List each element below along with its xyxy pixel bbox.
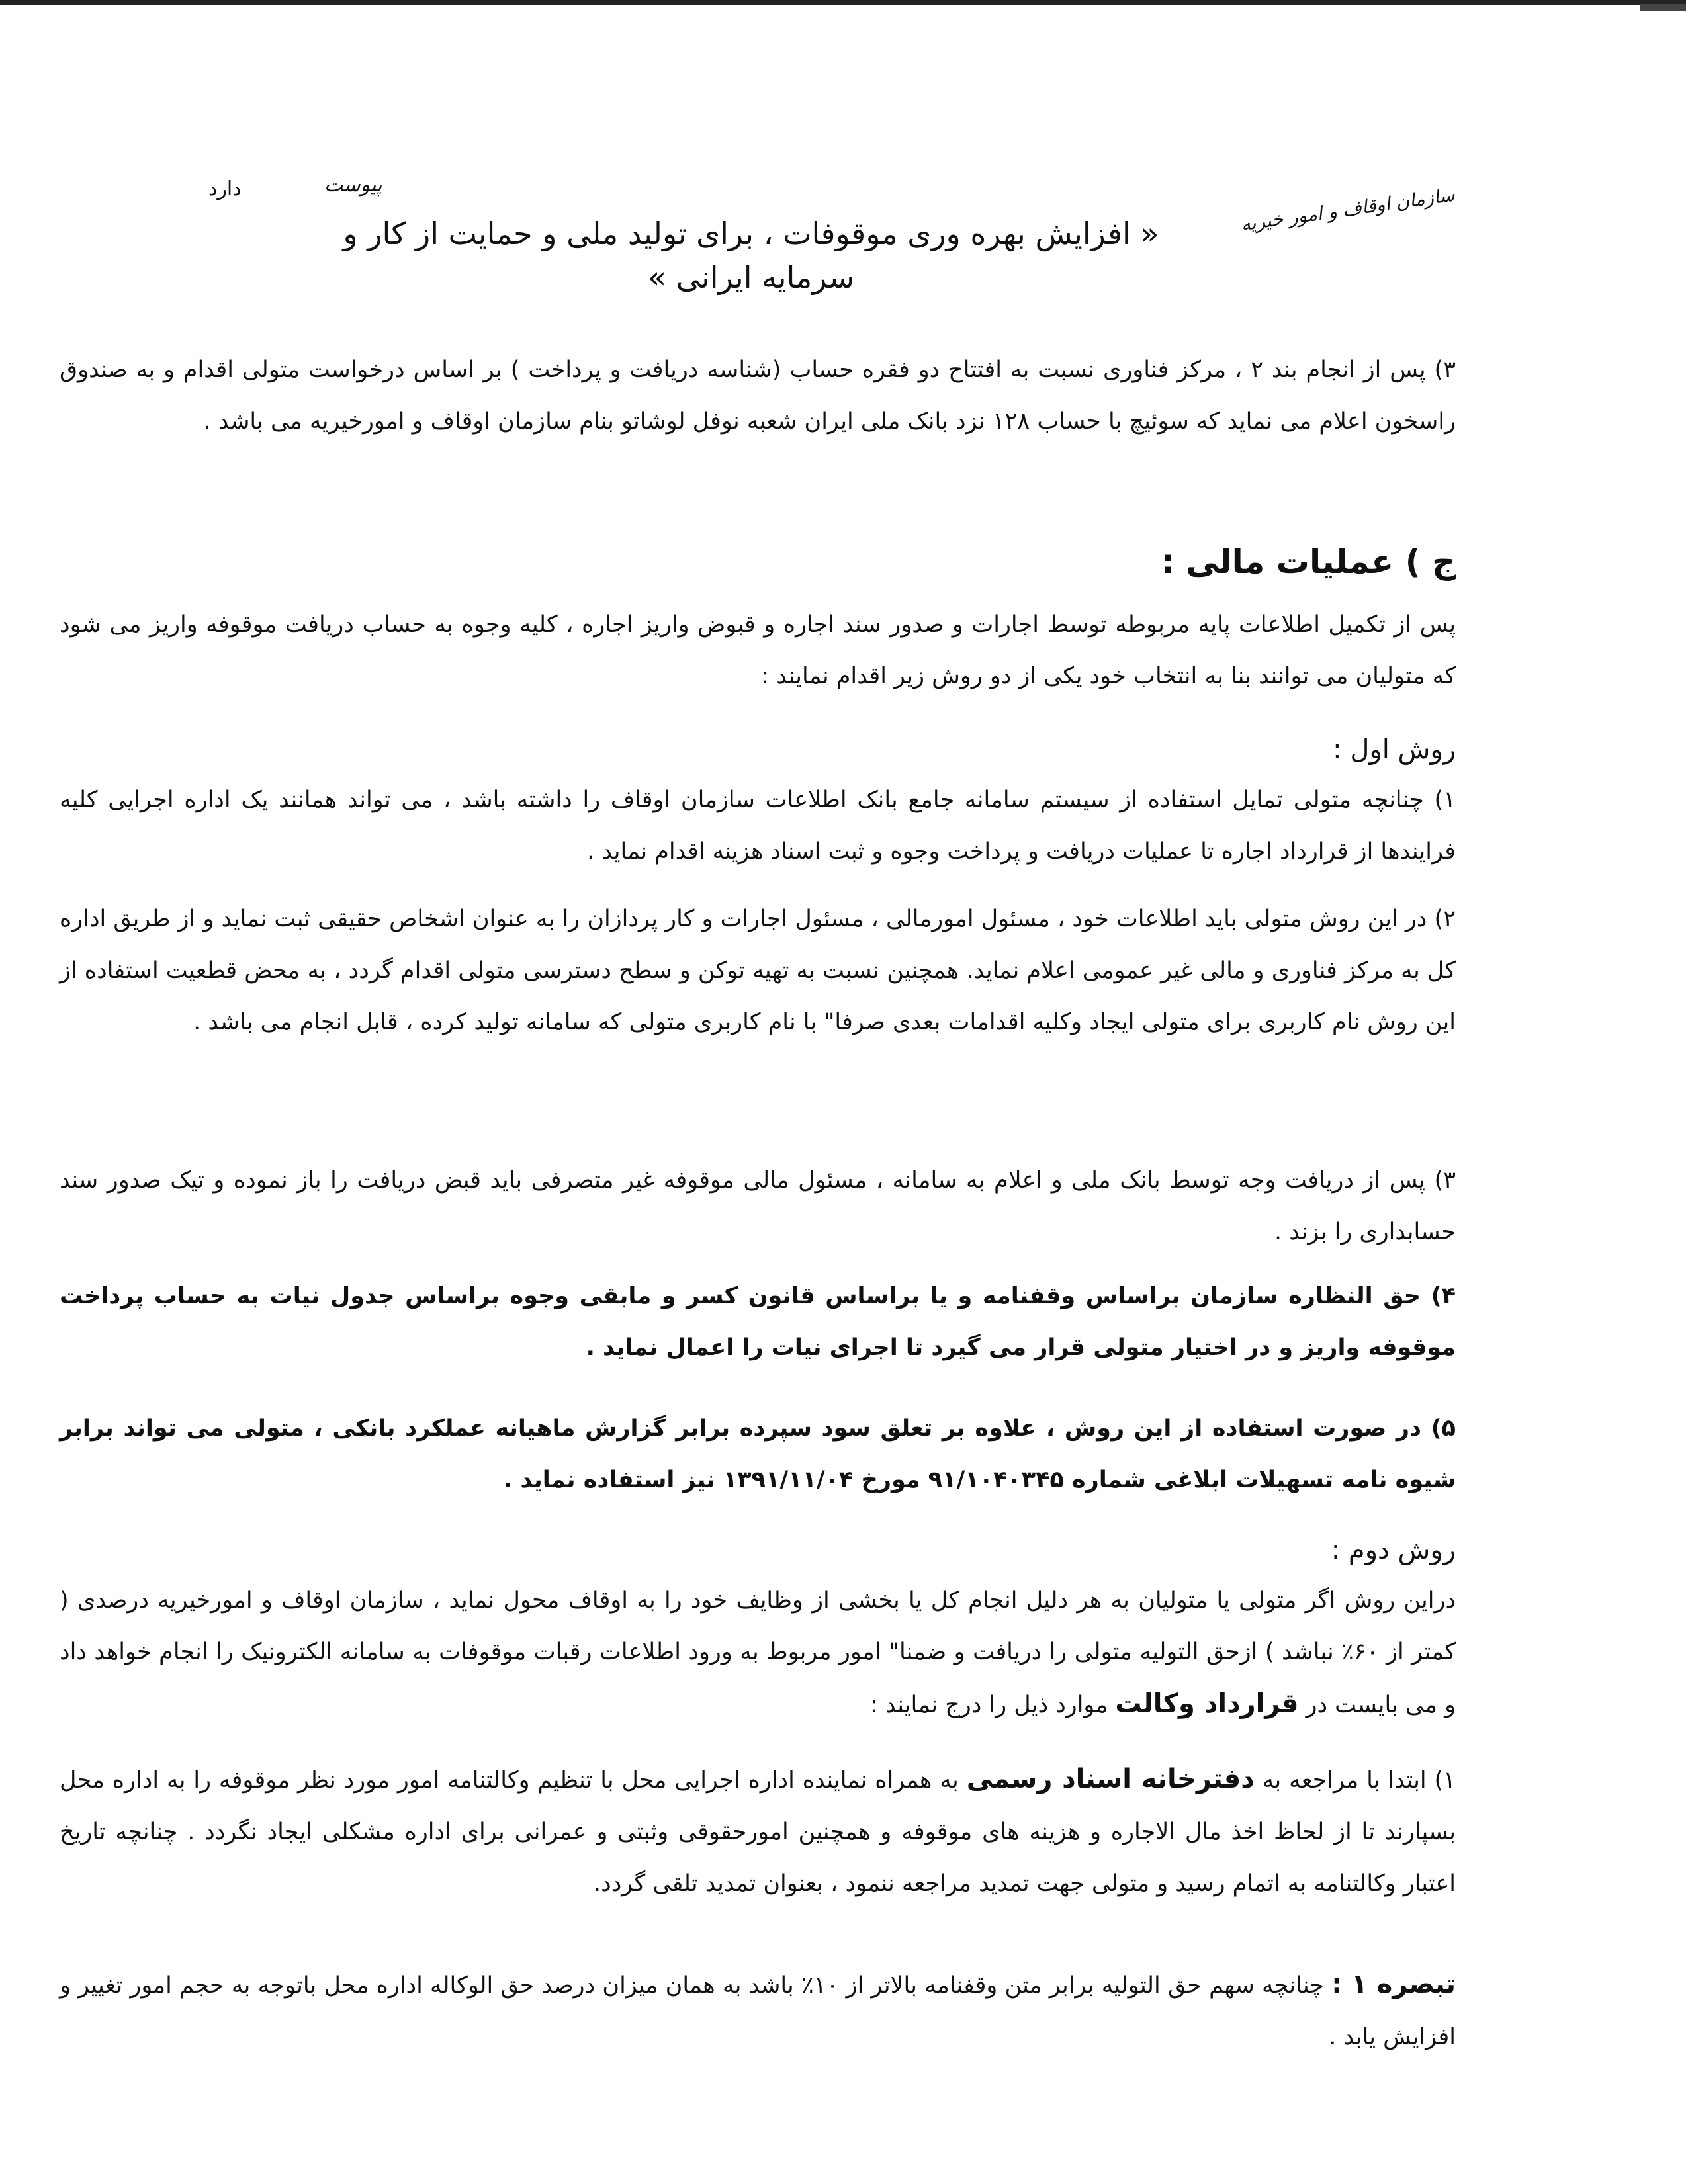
method-1-item-4: ۴) حق النظاره سازمان براساس وقفنامه و یا براساس قانون کسر و مابقی وجوه براساس جدول نیات به حساب پرداخت موقوفه واریز و در اختیار متولی قرار می گیرد تا اجرای نیات را اعمال نماید . — [60, 1283, 1456, 1361]
method-2-item-1-text-a: ۱) ابتدا با مراجعه به — [1262, 1767, 1456, 1794]
method-1-item-1: ۱) چنانچه متولی تمایل استفاده از سیستم سامانه جامع بانک اطلاعات سازمان اوقاف را داشته باشد ، می تواند همانند یک اداره اجرایی کلیه فرایندها از قرارداد اجاره تا عملیات دریافت و پرداخت وجوه و ثبت اسناد هزینه اقدام نماید . — [60, 787, 1456, 865]
section-c-intro: پس از تکمیل اطلاعات پایه مربوطه توسط اجارات و صدور سند اجاره و قبوض واریز اجاره ، کلیه وجوه به حساب دریافت موقوفه واریز می شود که متولیان می توانند بنا به انتخاب خود یکی از دو روش زیر اقدام نمایند : — [60, 611, 1456, 689]
method-2-item-1 — [60, 1753, 1456, 1909]
method-1-heading: روش اول : — [1333, 734, 1456, 765]
method-2-intro-contract: قرارداد وکالت — [1115, 1688, 1299, 1719]
section-c-heading: ج ) عملیات مالی : — [1161, 543, 1456, 581]
method-2-intro-text-a: دراین روش اگر متولی یا متولیان به هر دلیل انجام کل یا بخشی از وظایف خود را به اوقاف محول نماید ، سازمان اوقاف و امورخیریه درصدی ( کمتر از ۶۰٪ نباشد ) ازحق التولیه متولی را دریافت و ضمنا" امور مربوط به ورود اطلاعات رقبات موقوفات به سامانه الکترونیک را انجام خواهد داد و می بایست در — [60, 1587, 1456, 1718]
scan-corner-mark — [1640, 4, 1686, 11]
paragraph-b-item-3: ۳) پس از انجام بند ۲ ، مرکز فناوری نسبت به افتتاح دو فقره حساب (شناسه دریافت و پرداخت ) بر اساس درخواست متولی اقدام و به صندوق راسخون اعلام می نماید که سوئیچ با حساب ۱۲۸ نزد بانک ملی ایران شعبه نوفل لوشاتو بنام سازمان اوقاف و امورخیریه می باشد . — [60, 357, 1456, 435]
handwritten-attachment-note: پیوست — [324, 173, 382, 197]
note-1 — [60, 1958, 1456, 2063]
handwritten-organization-note: سازمان اوقاف و امور خیریه — [1239, 183, 1456, 236]
method-2-heading: روش دوم : — [1331, 1535, 1456, 1565]
note-1-text: چنانچه سهم حق التولیه برابر متن وقفنامه بالاتر از ۱۰٪ باشد به همان میزان درصد حق الوکاله اداره محل باتوجه به حجم امور تغییر و افزایش یابد . — [60, 1972, 1456, 2050]
document-title — [205, 212, 1297, 299]
title-line-2: سرمایه ایرانی » — [647, 259, 855, 295]
method-1-item-5: ۵) در صورت استفاده از این روش ، علاوه بر تعلق سود سپرده برابر گزارش ماهیانه عملکرد بانکی ، متولی می تواند برابر شیوه نامه تسهیلات ابلاغی شماره ۹۱/۱۰۴۰۳۴۵ مورخ ۱۳۹۱/۱۱/۰۴ نیز استفاده نماید . — [60, 1415, 1456, 1493]
method-1-item-2: ۲) در این روش متولی باید اطلاعات خود ، مسئول امورمالی ، مسئول اجارات و کار پردازان را به عنوان اشخاص حقیقی ثبت نماید و از طریق اداره کل به مرکز فناوری و مالی غیر عمومی اعلام نماید. همچنین نسبت به تهیه توکن و سطح دسترسی متولی اقدام گردد ، به محض قطعیت استفاده از این روش نام کاربری برای متولی ایجاد وکلیه اقدامات بعدی صرفا" با نام کاربری متولی که سامانه تولید کرده ، قابل انجام می باشد . — [60, 906, 1456, 1035]
method-2-intro — [60, 1575, 1456, 1731]
method-1-item-3: ۳) پس از دریافت وجه توسط بانک ملی و اعلام به سامانه ، مسئول مالی موقوفه غیر متصرفی باید قبض دریافت را باز نموده و تیک صدور سند حسابداری را بزند . — [60, 1167, 1456, 1245]
note-1-label: تبصره ۱ : — [1331, 1969, 1456, 1999]
method-2-intro-text-b: موارد ذیل را درج نمایند : — [869, 1692, 1108, 1718]
title-line-1: « افزایش بهره وری موقوفات ، برای تولید ملی و حمایت از کار و — [343, 216, 1159, 251]
method-2-item-1-notary: دفترخانه اسناد رسمی — [966, 1764, 1255, 1794]
header-attachment-label: دارد — [208, 177, 242, 200]
document-page — [40, 0, 1456, 2184]
method-2-item-1-text-b: به همراه نماینده اداره اجرایی محل با تنظیم وکالتنامه امور مورد نظر موقوفه را به اداره محل بسپارند تا از لحاظ اخذ مال الاجاره و هزینه های موقوفه و همچنین امورحقوقی وثبتی و عمرانی برای اداره مشکلی ایجاد نگردد . چنانچه تاریخ اعتبار وکالتنامه به اتمام رسید و متولی جهت تمدید مراجعه ننمود ، بعنوان تمدید تلقی گردد. — [60, 1767, 1456, 1897]
